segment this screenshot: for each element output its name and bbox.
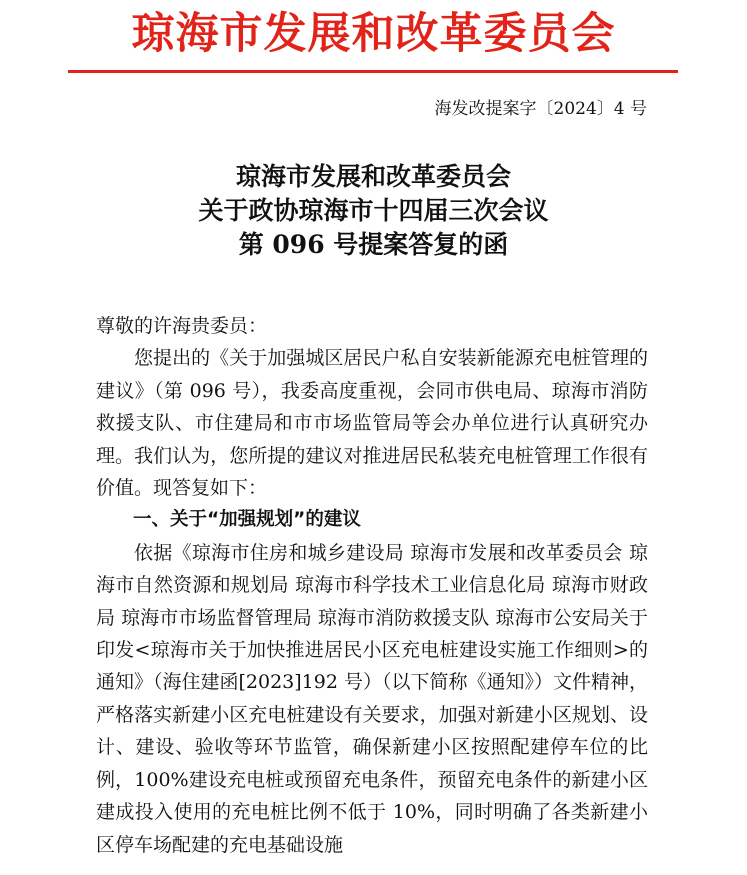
body-paragraph-1: 您提出的《关于加强城区居民户私自安装新能源充电桩管理的建议》（第 096 号），我委高度重视，会同市供电局、琼海市消防救援支队、市住建局和市市场监管局等会办单位进行认真研究办理。我们认为，您所提的建议对推进居民私装充电桩管理工作很有价值。现答复如下：: [96, 347, 648, 500]
document-title: [0, 160, 747, 262]
salutation: 尊敬的许海贵委员：: [96, 315, 268, 337]
title-line-1: 琼海市发展和改革委员会: [235, 162, 511, 191]
body-paragraph-2: 依据《琼海市住房和城乡建设局 琼海市发展和改革委员会 琼海市自然资源和规划局 琼海市科学技术工业信息化局 琼海市财政局 琼海市市场监督管理局 琼海市消防救援支队 琼海市公安局关于印发<琼海市关于加快推进居民小区充电桩建设实施工作细则>的通知》（海住建函[2023]192 号）（以下简称《通知》）文件精神，严格落实新建小区充电桩建设有关要求，加强对新建小区规划、设计、建设、验收等环节监管，确保新建小区按照配建停车位的比例，100%建设充电桩或预留充电条件，预留充电条件的新建小区建成投入使用的充电桩比例不低于 10%，同时明确了各类新建小区停车场配建的充电基础设施: [96, 541, 648, 856]
title-line-3: 第 096 号提案答复的函: [238, 230, 509, 259]
letterhead-divider: [68, 70, 678, 73]
document-number: 海发改提案字〔2024〕4 号: [434, 99, 647, 119]
title-line-2: 关于政协琼海市十四届三次会议: [198, 196, 549, 225]
org-letterhead: 琼海市发展和改革委员会: [131, 9, 616, 59]
section-heading-1: 一、关于“加强规划”的建议: [133, 509, 361, 531]
document-body: [96, 310, 648, 861]
